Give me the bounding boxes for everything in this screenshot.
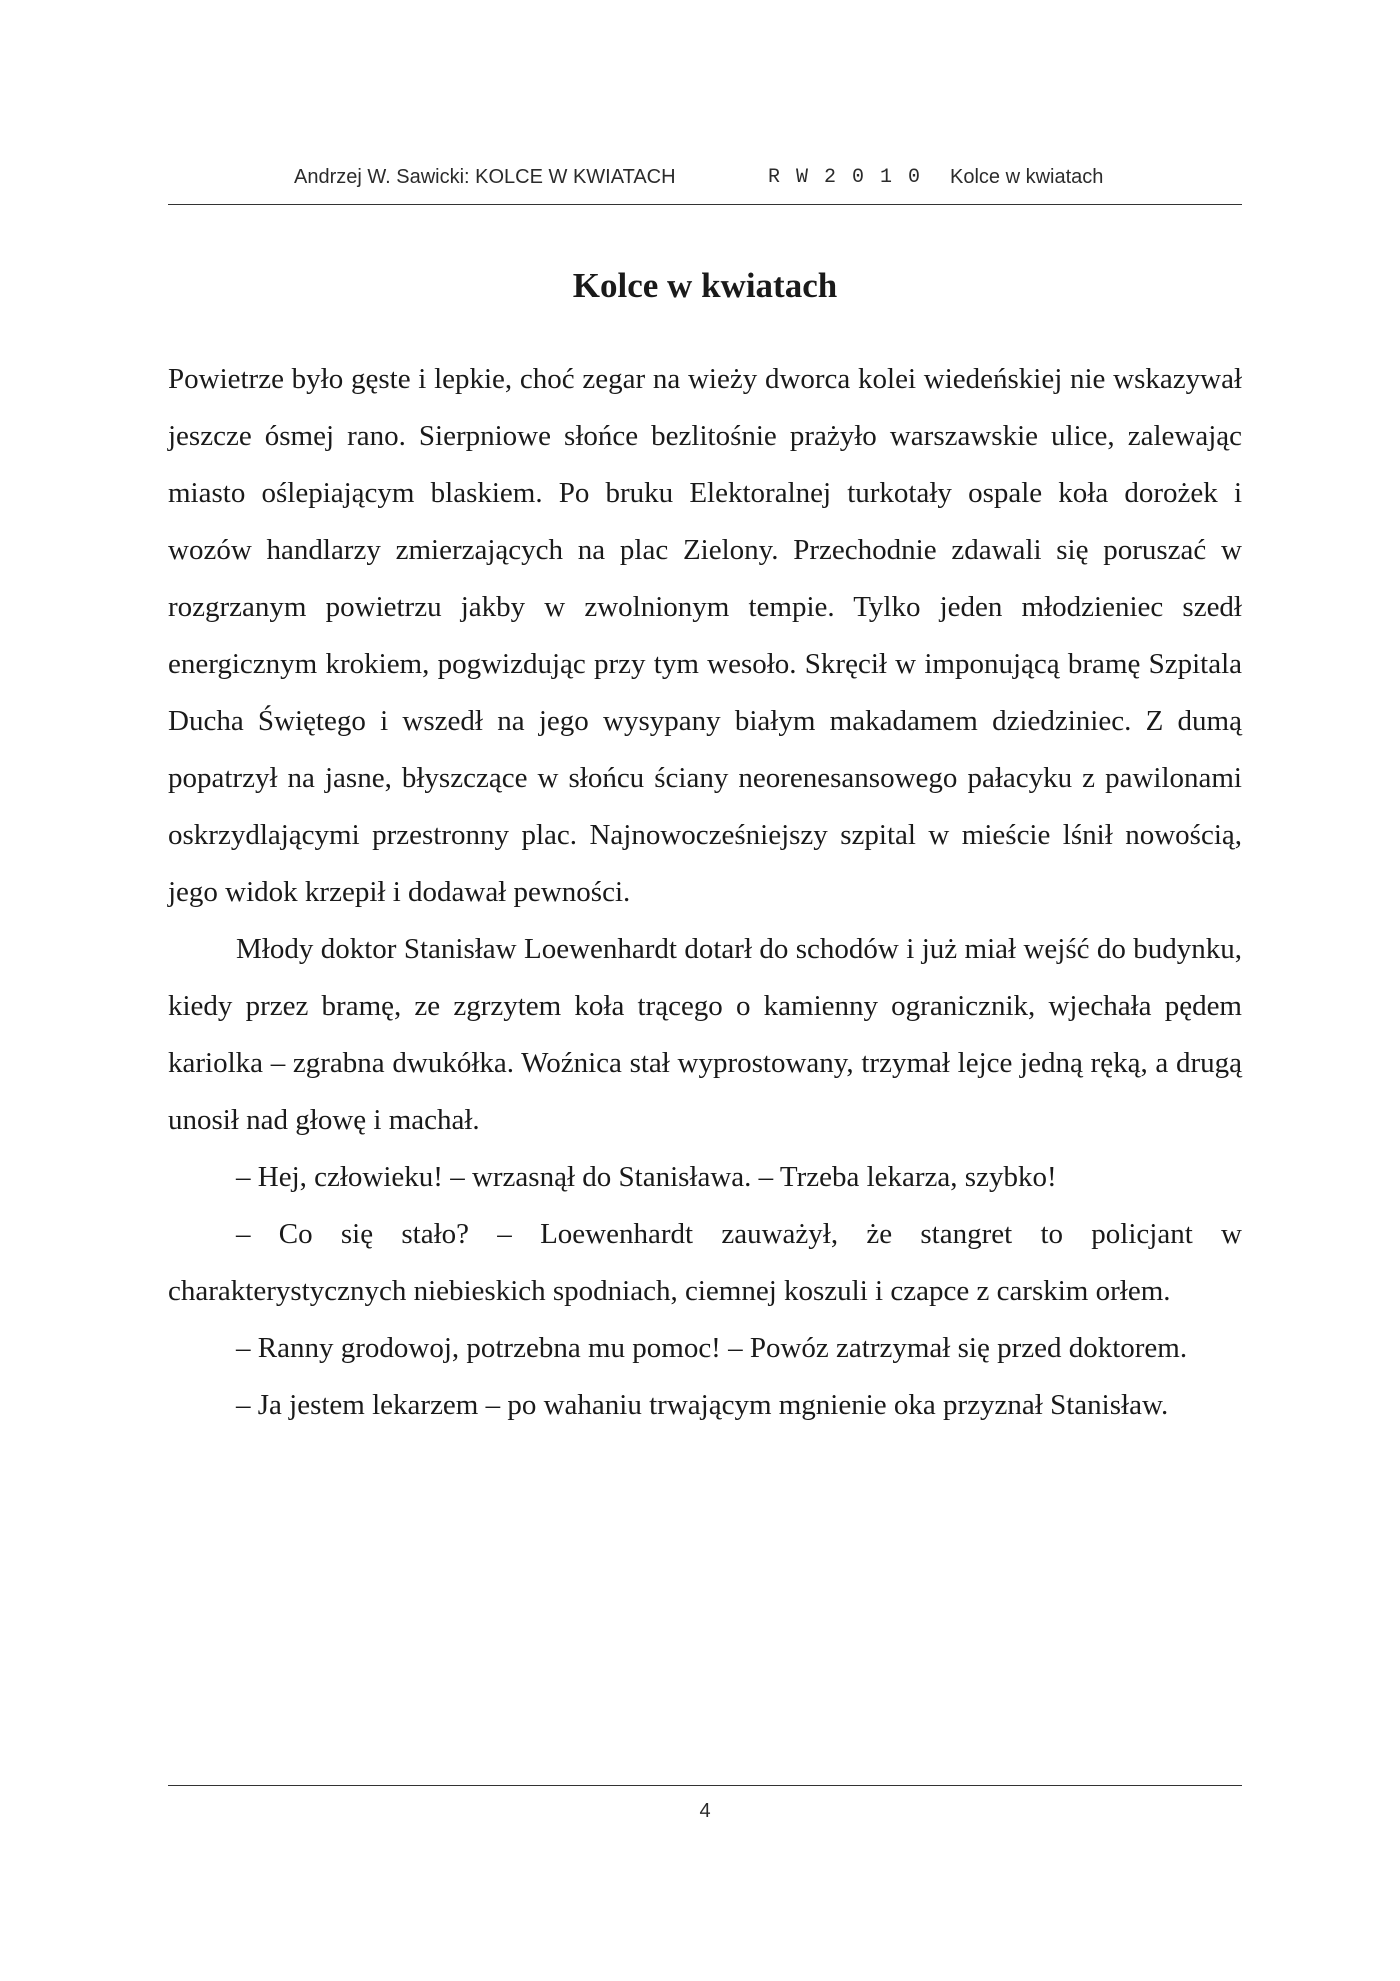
paragraph-2: Młody doktor Stanisław Loewenhardt dotarł do schodów i już miał wejść do budynku, kiedy przez bramę, ze zgrzytem koła trącego o kamienny ogranicznik, wjechała pędem kariolka – zgrabna dwukółka. Woźnica stał wyprostowany, trzymał lejce jedną ręką, a drugą unosił nad głowę i machał. <box>168 933 1242 1136</box>
running-header <box>168 166 1242 196</box>
header-code: R W 2 0 1 0 <box>768 166 923 189</box>
paragraph-5: – Ranny grodowoj, potrzebna mu pomoc! – Powóz zatrzymał się przed doktorem. <box>236 1332 1188 1364</box>
paragraph-6: – Ja jestem lekarzem – po wahaniu trwającym mgnienie oka przyznał Stanisław. <box>236 1389 1169 1421</box>
paragraph-1: Powietrze było gęste i lepkie, choć zegar na wieży dworca kolei wiedeńskiej nie wskazywał jeszcze ósmej rano. Sierpniowe słońce bezlitośnie prażyło warszawskie ulice, zalewając miasto oślepiającym blaskiem. Po bruku Elektoralnej turkotały ospale koła dorożek i wozów handlarzy zmierzających na plac Zielony. Przechodnie zdawali się poruszać w rozgrzanym powietrzu jakby w zwolnionym tempie. Tylko jeden młodzieniec szedł energicznym krokiem, pogwizdując przy tym wesoło. Skręcił w imponującą bramę Szpitala Ducha Świętego i wszedł na jego wysypany białym makadamem dziedziniec. Z dumą popatrzył na jasne, błyszczące w słońcu ściany neorenesansowego pałacyku z pawilonami oskrzydlającymi przestronny plac. Najnowocześniejszy szpital w mieście lśnił nowością, jego widok krzepił i dodawał pewności. <box>168 363 1242 908</box>
chapter-title: Kolce w kwiatach <box>572 266 838 305</box>
header-author-title: Andrzej W. Sawicki: KOLCE W KWIATACH <box>294 166 676 188</box>
chapter-body <box>168 351 1242 1434</box>
page-number: 4 <box>699 1800 711 1822</box>
header-chapter: Kolce w kwiatach <box>950 166 1104 188</box>
footer-divider <box>168 1785 1242 1786</box>
header-divider <box>168 204 1242 205</box>
paragraph-3: – Hej, człowieku! – wrzasnął do Stanisława. – Trzeba lekarza, szybko! <box>236 1161 1057 1193</box>
paragraph-4: – Co się stało? – Loewenhardt zauważył, że stangret to policjant w charakterystycznych niebieskich spodniach, ciemnej koszuli i czapce z carskim orłem. <box>168 1218 1242 1307</box>
